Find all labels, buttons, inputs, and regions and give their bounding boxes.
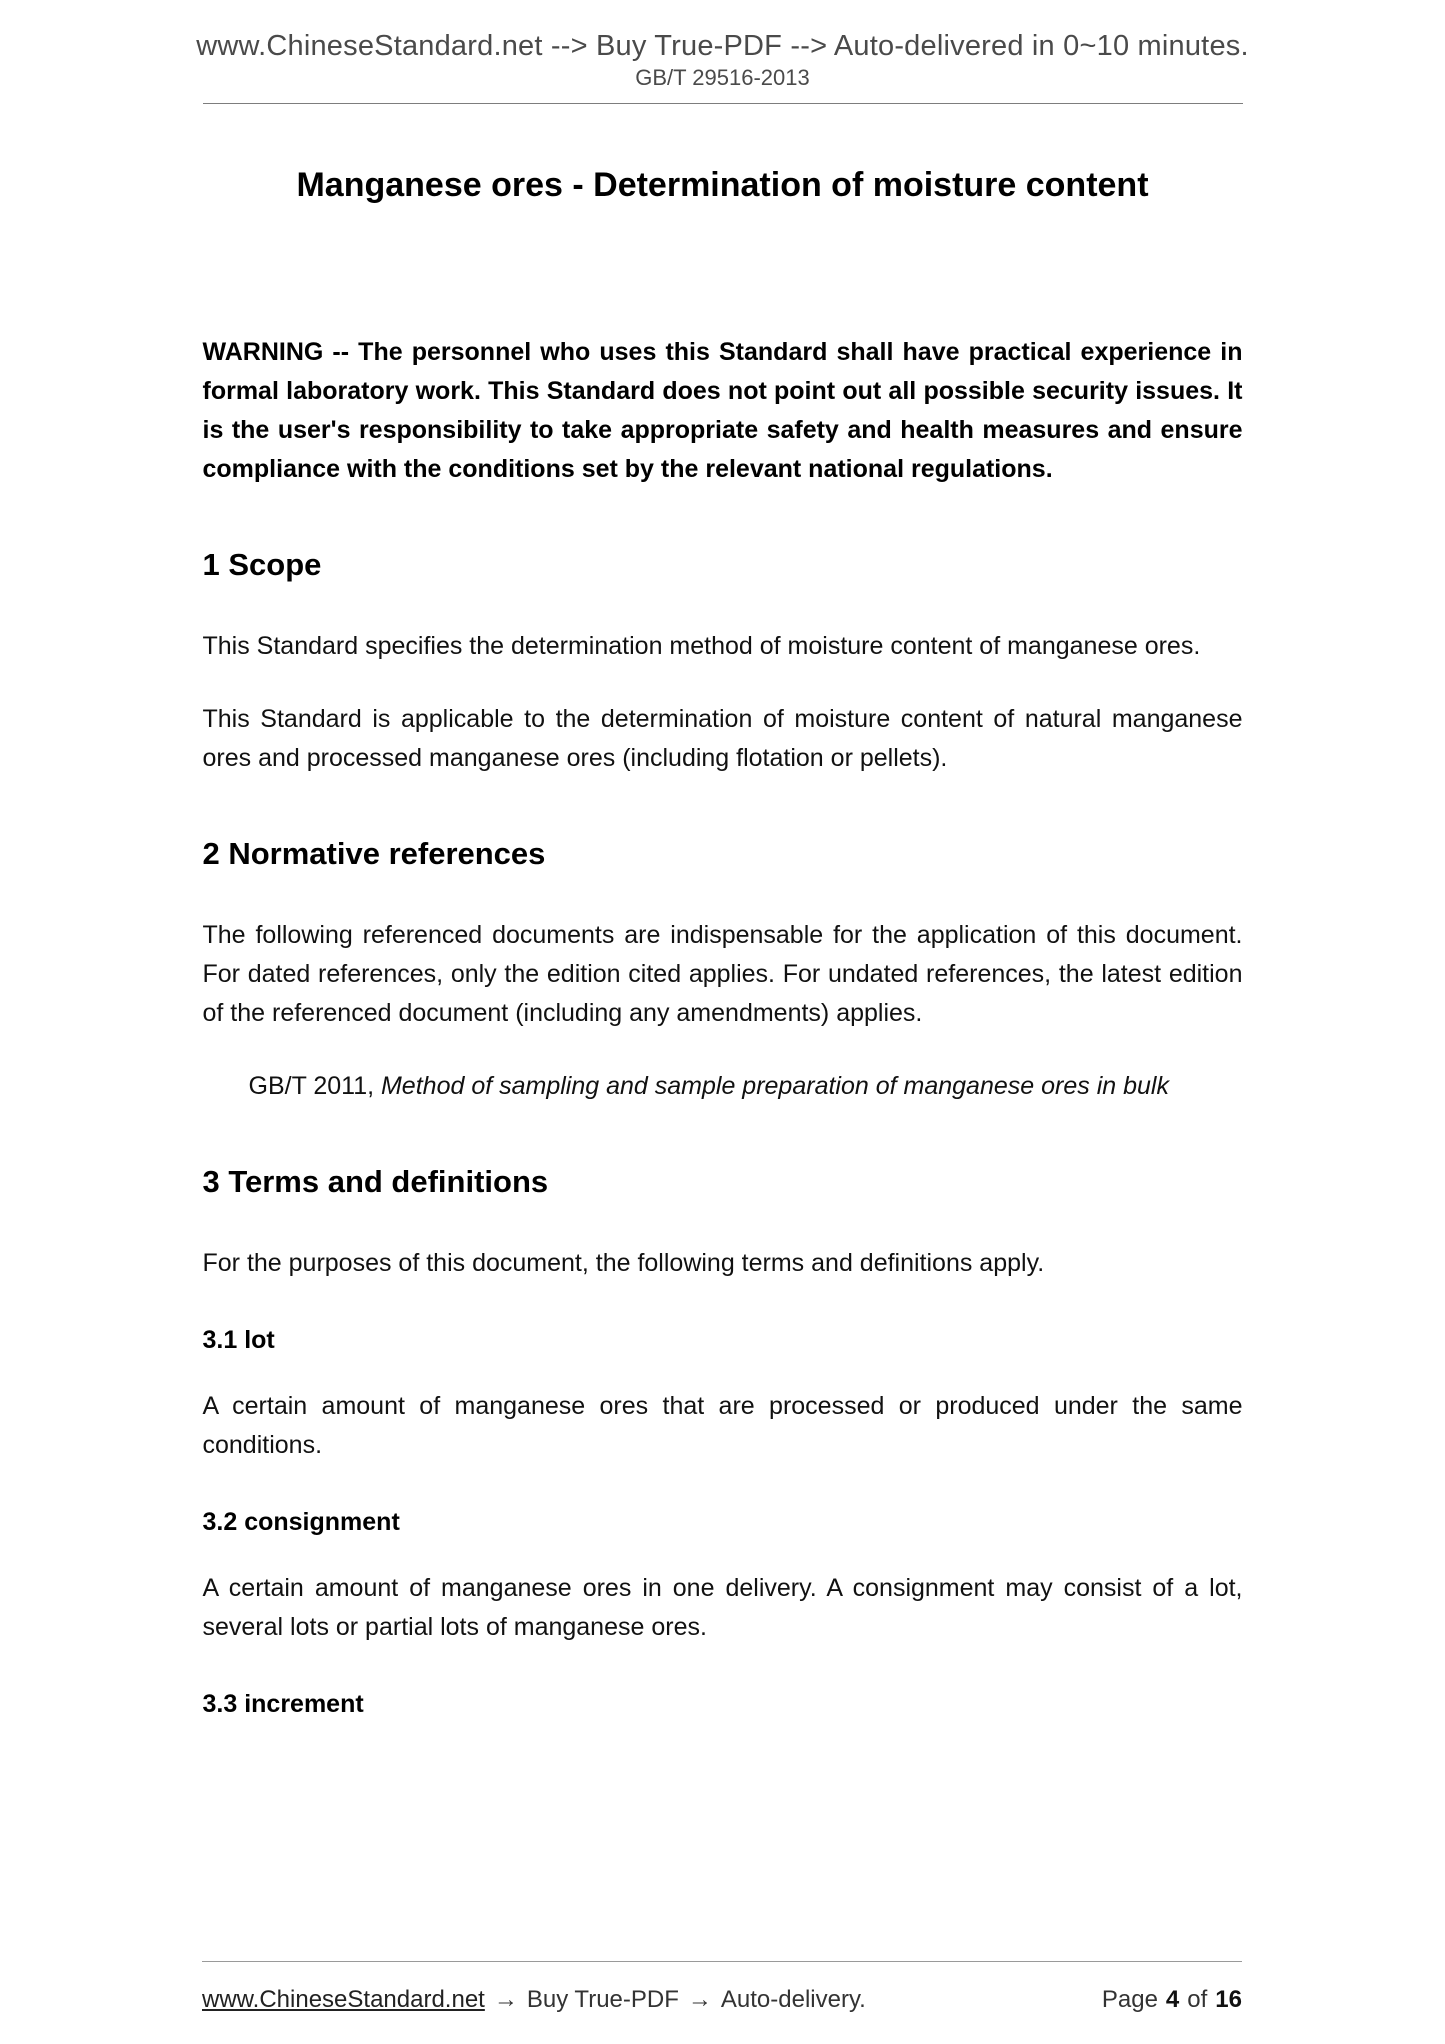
standard-code: GB/T 29516-2013 (635, 65, 810, 90)
page-label: Page (1101, 1986, 1158, 2013)
page-footer (202, 1961, 1242, 2014)
reference-entry (203, 1067, 1243, 1106)
right-arrow-icon: → (687, 1986, 712, 2013)
footer-site-link[interactable]: www.ChineseStandard.net (202, 1986, 485, 2013)
footer-source-line (202, 1986, 866, 2014)
normative-intro-paragraph: The following referenced documents are indispensable for the application of this document. For dated references, only the edition cited applies. For undated references, the latest edition of the referenced document (including any amendments) applies. (202, 921, 1243, 1027)
section-heading-normative-references: 2 Normative references (202, 836, 546, 871)
term-heading-increment: 3.3 increment (202, 1690, 364, 1718)
warning-paragraph: WARNING -- The personnel who uses this Standard shall have practical experience in formal laboratory work. This Standard does not point out all possible security issues. It is the user's responsibility to take appropriate safety and health measures and ensure compliance with the conditions set by the relevant national regulations. (202, 338, 1243, 483)
term-definition-consignment: A certain amount of manganese ores in one delivery. A consignment may consist of a lot, several lots or partial lots of manganese ores. (202, 1574, 1243, 1641)
page-of-label: of (1187, 1986, 1208, 2013)
header-watermark: www.ChineseStandard.net --> Buy True-PDF --> Auto-delivered in 0~10 minutes. (196, 30, 1249, 62)
section-heading-terms: 3 Terms and definitions (202, 1164, 549, 1199)
term-heading-consignment: 3.2 consignment (202, 1508, 400, 1536)
document-title: Manganese ores - Determination of moisture content (296, 166, 1149, 204)
page-number-indicator (1102, 1986, 1242, 2014)
right-arrow-icon: → (493, 1986, 518, 2013)
section-heading-scope: 1 Scope (202, 547, 322, 582)
scope-paragraph-2: This Standard is applicable to the determination of moisture content of natural manganese ores and processed manganese ores (including flotation or pellets). (202, 705, 1243, 772)
page-total: 16 (1215, 1986, 1242, 2013)
term-definition-lot: A certain amount of manganese ores that are processed or produced under the same conditions. (202, 1392, 1243, 1459)
terms-intro-paragraph: For the purposes of this document, the following terms and definitions apply. (202, 1249, 1045, 1277)
term-heading-lot: 3.1 lot (202, 1326, 275, 1354)
page-current: 4 (1165, 1986, 1180, 2013)
footer-divider (202, 1961, 1242, 1962)
header-divider (203, 103, 1243, 104)
document-body (203, 103, 1243, 1719)
footer-buy-label: Buy True-PDF (526, 1986, 679, 2013)
footer-delivery-label: Auto-delivery. (720, 1986, 866, 2013)
page-header (0, 0, 1445, 91)
reference-code: GB/T 2011, (248, 1072, 381, 1100)
scope-paragraph-1: This Standard specifies the determination method of moisture content of manganese ores. (202, 632, 1201, 660)
reference-title: Method of sampling and sample preparation of manganese ores in bulk (380, 1072, 1169, 1100)
